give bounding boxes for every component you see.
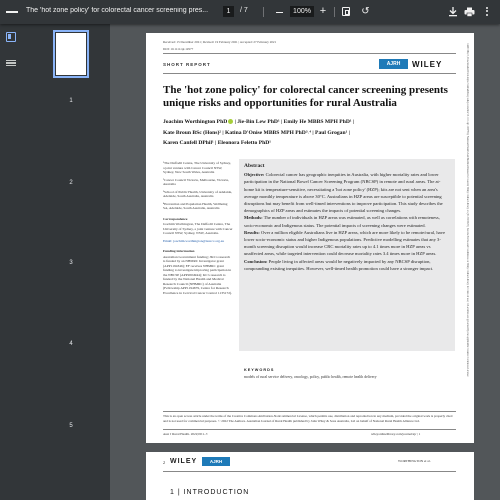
email-link[interactable]: Email: joachim.worthington@nswcc.org.au: [163, 238, 225, 243]
license-notice: This is an open access article under the terms of the Creative Commons Attribution-NonCommercial License, which permits use, distribution and reproduction in any medium, provided the original work is properly cited and is not used for commercial purposes. © 2022 The Authors. Australian Journal of Rural Health published by John Wiley & Sons Australia, Ltd on behalf of National Rural Health Alliance Ltd.: [163, 411, 456, 423]
funding-info: Australian Government funding; JKL's research is funded by an NHMRC Investigator grant (APP1194346); EF receives NHMRC grant funding to investigate improving participation in the NBCSP (APP2004944); KC's research is funded by the National Health and Medical Research Council (NHMRC) of Australia (Fellowship APP1194679, Centre for Research Excellence in Cervical Cancer Control 1135172).: [163, 254, 233, 295]
affiliation: ¹The Daffodil Centre, The University of Sydney, a joint venture with Cancer Council NSW, Sydney, New South Wales, Australia: [163, 161, 231, 174]
fit-to-page-icon[interactable]: [342, 7, 350, 16]
received-dates: Received: 15 December 2021 | Revised: 19 February 2021 | Accepted: 27 February 2021: [163, 40, 277, 44]
abstract-objective: Objective: Colorectal cancer has geographic inequities in Australia, with higher mortality rates and lower participation in the National Bowel Cancer Screening Program (NBCSP) in remote and rural areas. The at-home kit is temperature-sensitive, necessitating a 'hot zone policy' (HZP); kits are not sent when an area's average monthly temperature is above 30°C. Australians in HZP areas are susceptible to potential screening disruptions but may benefit from well-timed interventions to improve participation. This study describes the demographics of HZP areas and estimates the impacts of potential screening changes.: [244, 172, 443, 214]
document-title: The 'hot zone policy' for colorectal cancer screening pres...: [26, 7, 209, 14]
sidebar-rail: [0, 24, 24, 500]
print-icon[interactable]: [464, 7, 475, 16]
journal-logo: AJRH: [379, 59, 408, 69]
running-head: WORTHINGTON et al.: [398, 459, 431, 463]
rotate-icon[interactable]: ↺: [361, 6, 370, 17]
header-rule: [163, 53, 456, 54]
page-thumbnail[interactable]: [56, 33, 86, 75]
abstract-heading: Abstract: [244, 163, 265, 169]
zoom-level-input[interactable]: 100%: [290, 6, 314, 17]
header-rule: [163, 471, 456, 472]
thumbnails-icon[interactable]: [6, 32, 16, 42]
zoom-out-button[interactable]: [274, 7, 284, 17]
article-title: The 'hot zone policy' for colorectal cancer screening presents unique risks and opportunities for rural Australia: [163, 84, 448, 109]
section-heading: 1 | INTRODUCTION: [170, 489, 250, 496]
abstract-methods: Methods: The number of individuals in HZP areas was estimated, as well as correlations with remoteness, socio-economic and Indigenous status. The potential impacts of screening changes were estimated.: [244, 215, 440, 228]
abstract-box: [239, 159, 455, 351]
author-name: Kate Broun BSc (Hons)² | Katina D'Onise MBBS MPH PhD³˒⁴ | Paul Grogan¹ |: [163, 129, 350, 136]
abstract-conclusion: Conclusion: People living in affected areas would be negatively impacted by any NBCSP disruption, compounding existing inequities. However, well-timed health promotion could have a stronger impact.: [244, 258, 434, 271]
keywords-heading: KEYWORDS: [244, 368, 275, 372]
author-name: | Jie-Bin Lew PhD¹ | Emily He MBBS MPH PhD¹ |: [233, 119, 355, 125]
correspondence: Joachim Worthington, The Daffodil Centre, The University of Sydney, a joint venture with Cancer Council NSW, Sydney, NSW, Australia.: [163, 222, 233, 235]
toolbar-divider: [263, 7, 264, 17]
keywords: models of rural service delivery, oncology, policy, public health, remote health delivery: [244, 375, 377, 379]
journal-url[interactable]: wileyonlinelibrary.com/journal/ajr | 1: [371, 432, 421, 436]
doi: DOI: 10.1111/ajr.12977: [163, 47, 194, 51]
affiliation: ²Cancer Council Victoria, Melbourne, Victoria, Australia: [163, 177, 229, 186]
affiliation: ⁴Prevention and Population Health, Wellbeing SA, Adelaide, South Australia, Australia: [163, 201, 228, 210]
journal-citation: Aust J Rural Health. 2022;00:1–7.: [163, 432, 209, 436]
funding-heading: Funding information: [163, 249, 195, 253]
affiliations: [163, 161, 233, 298]
abstract-results: Results: Over a million eligible Australians live in HZP areas, which are more likely to be remote/rural, have lower socio-economic status and higher Indigenous populations. Predictive modelling estimates that any 3-month screening disruption would increase CRC mortality rates up to 4.1 times more in HZP areas vs unaffected areas, while targeted intervention could decrease mortality rates 3.4 times more in HZP areas.: [244, 229, 446, 257]
current-page-input[interactable]: 1: [223, 6, 234, 17]
pdf-toolbar: [0, 0, 500, 24]
correspondence-heading: Correspondence: [163, 216, 188, 221]
thumbnail-page-number: 3: [69, 260, 73, 266]
total-pages: / 7: [240, 7, 248, 14]
document-outline-icon[interactable]: [6, 58, 16, 68]
journal-logo: AJRH: [202, 457, 230, 466]
thumbnail-sidebar: [24, 24, 110, 500]
publisher-logo: WILEY: [412, 60, 443, 69]
page-number: 2: [163, 460, 165, 465]
footer-rule: [163, 429, 456, 430]
pdf-page-2: [146, 452, 474, 500]
zoom-in-button[interactable]: +: [319, 5, 327, 17]
publisher-logo: WILEY: [170, 458, 198, 465]
download-watermark: 14401584, 0, Downloaded from https://onlinelibrary.wiley.com/doi/10.1111/ajr.12977 by National Health And Medical Research Council, Wiley Online Library on [01/03/2023]. See the Terms and Conditions on Wiley Online Library for rules of use; OA articles are governed by the applicable Creative Commons License: [466, 43, 469, 377]
thumbnail-page-number: 2: [69, 180, 73, 186]
article-type: SHORT REPORT: [163, 62, 211, 67]
author-name: Karen Canfell DPhil¹ | Eleonora Feletto PhD¹: [163, 140, 271, 146]
affiliation: ³School of Public Health, University of Adelaide, Adelaide, South Australia, Australia: [163, 189, 233, 198]
author-name: Joachim Worthington PhD: [163, 119, 228, 125]
thumbnail-page-number: 1: [69, 98, 73, 104]
header-rule: [163, 73, 456, 74]
menu-icon[interactable]: [6, 6, 18, 18]
toolbar-divider: [334, 7, 335, 17]
thumbnail-page-number: 4: [69, 341, 73, 347]
pdf-page-1: [146, 33, 474, 443]
thumbnail-page-number: 5: [69, 423, 73, 429]
author-list: [163, 117, 453, 149]
more-options-icon[interactable]: [484, 6, 490, 18]
download-icon[interactable]: [448, 6, 458, 17]
